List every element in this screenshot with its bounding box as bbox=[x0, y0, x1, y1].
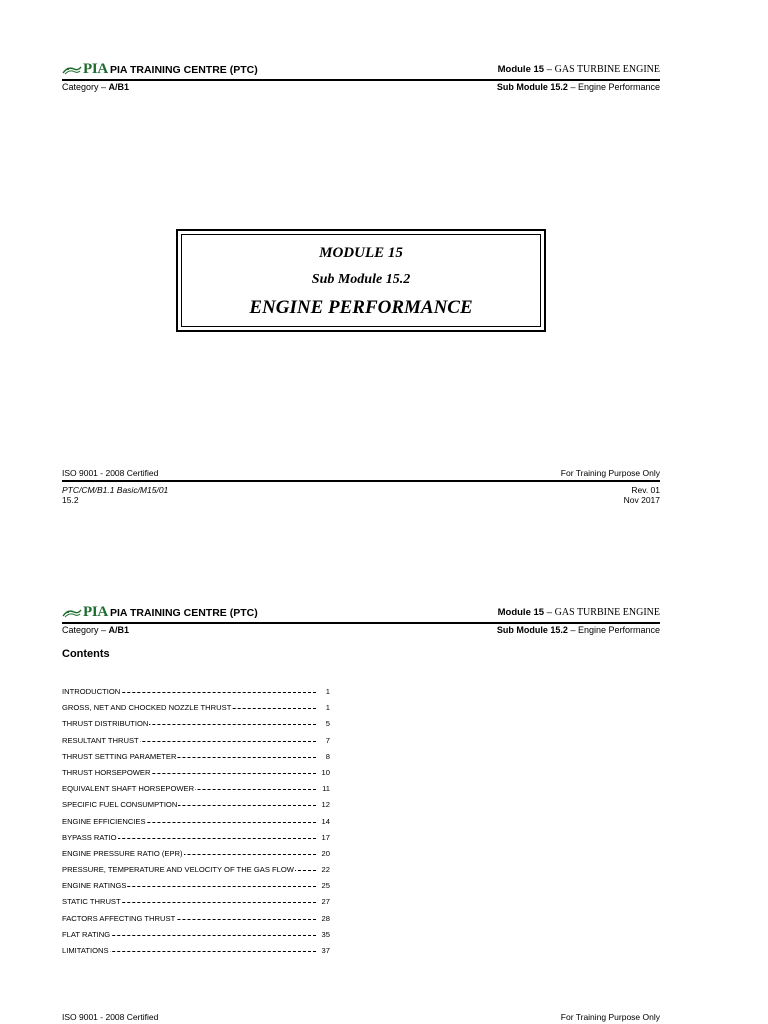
page-footer bbox=[62, 1012, 660, 1022]
toc-entry[interactable] bbox=[62, 846, 330, 862]
toc-page-number: 37 bbox=[321, 943, 330, 959]
toc-entry[interactable] bbox=[62, 765, 330, 781]
toc-entry[interactable] bbox=[62, 716, 330, 732]
module-dash: – bbox=[544, 64, 555, 75]
toc-entry[interactable] bbox=[62, 749, 330, 765]
toc-entry[interactable] bbox=[62, 830, 330, 846]
toc-entry[interactable] bbox=[62, 878, 330, 894]
module-label: Module 15 bbox=[497, 607, 545, 618]
section-number: 15.2 bbox=[62, 495, 79, 505]
brand bbox=[62, 62, 258, 76]
footer-meta bbox=[62, 485, 660, 505]
revision: Rev. 01 bbox=[631, 485, 660, 495]
toc-page-number: 27 bbox=[321, 894, 330, 910]
module-line bbox=[498, 607, 660, 619]
toc-entry[interactable] bbox=[62, 700, 330, 716]
toc-label: BYPASS RATIO bbox=[62, 832, 117, 842]
header-subline bbox=[62, 625, 660, 636]
toc-page-number: 17 bbox=[321, 830, 330, 846]
submodule-label: Sub Module 15.2 bbox=[496, 82, 568, 92]
iso-cert: ISO 9001 - 2008 Certified bbox=[62, 1012, 159, 1022]
module-line bbox=[498, 64, 660, 76]
centre-name: PIA TRAINING CENTRE (PTC) bbox=[109, 64, 258, 76]
toc-page-number: 10 bbox=[321, 765, 330, 781]
toc-page-number: 1 bbox=[325, 684, 330, 700]
toc-page-number: 5 bbox=[325, 716, 330, 732]
module-name: GAS TURBINE ENGINE bbox=[554, 64, 660, 75]
pia-logo-icon bbox=[62, 64, 82, 76]
toc-page-number: 8 bbox=[325, 749, 330, 765]
cover-module: MODULE 15 bbox=[319, 245, 403, 261]
toc-entry[interactable] bbox=[62, 733, 330, 749]
page-footer bbox=[62, 468, 660, 478]
logo-text: PIA bbox=[83, 604, 108, 620]
iso-cert: ISO 9001 - 2008 Certified bbox=[62, 468, 159, 478]
category-value: A/B1 bbox=[108, 625, 130, 635]
header-rule bbox=[62, 79, 660, 81]
brand bbox=[62, 605, 258, 619]
toc-page-number: 11 bbox=[321, 781, 330, 797]
pia-logo-icon bbox=[62, 607, 82, 619]
toc-entry[interactable] bbox=[62, 781, 330, 797]
toc-label: FACTORS AFFECTING THRUST bbox=[62, 913, 176, 923]
cover-title: ENGINE PERFORMANCE bbox=[249, 297, 473, 318]
rev-date: Nov 2017 bbox=[623, 495, 660, 505]
submodule-name: – Engine Performance bbox=[567, 82, 660, 92]
cover-title-box bbox=[176, 229, 546, 332]
toc-label: LIMITATIONS bbox=[62, 946, 109, 955]
toc-label: FLAT RATING bbox=[62, 929, 111, 939]
submodule-name: – Engine Performance bbox=[567, 625, 660, 635]
doc-ref: PTC/CM/B1.1 Basic/M15/01 bbox=[62, 485, 169, 495]
logo-text: PIA bbox=[83, 61, 108, 77]
toc-page-number: 7 bbox=[325, 733, 330, 749]
header-subline bbox=[62, 82, 660, 93]
toc-label: RESULTANT THRUST bbox=[62, 735, 139, 745]
contents-page bbox=[0, 543, 768, 1024]
toc-label: PRESSURE, TEMPERATURE AND VELOCITY OF THE GAS FLOW bbox=[62, 865, 294, 875]
toc-label: THRUST HORSEPOWER bbox=[62, 767, 151, 777]
submodule bbox=[497, 82, 660, 93]
toc-label: STATIC THRUST bbox=[62, 897, 121, 907]
toc-page-number: 20 bbox=[321, 846, 330, 862]
centre-name: PIA TRAINING CENTRE (PTC) bbox=[109, 607, 258, 619]
toc-label: SPECIFIC FUEL CONSUMPTION bbox=[62, 800, 178, 810]
toc-page-number: 25 bbox=[321, 878, 330, 894]
revision-info bbox=[624, 485, 660, 505]
page-header bbox=[62, 62, 660, 76]
module-label: Module 15 bbox=[497, 64, 545, 75]
category-label: Category – bbox=[62, 625, 109, 635]
toc-entry[interactable] bbox=[62, 814, 330, 830]
toc-label: THRUST DISTRIBUTION bbox=[62, 719, 149, 729]
toc-entry[interactable] bbox=[62, 943, 330, 959]
toc-label: INTRODUCTION bbox=[62, 687, 121, 696]
toc-page-number: 1 bbox=[325, 700, 330, 716]
toc-page-number: 35 bbox=[321, 927, 330, 943]
table-of-contents bbox=[62, 684, 330, 959]
toc-entry[interactable] bbox=[62, 894, 330, 910]
toc-entry[interactable] bbox=[62, 927, 330, 943]
contents-heading: Contents bbox=[62, 648, 110, 660]
toc-label: EQUIVALENT SHAFT HORSEPOWER bbox=[62, 784, 195, 794]
toc-page-number: 12 bbox=[321, 797, 330, 813]
submodule bbox=[497, 625, 660, 636]
submodule-label: Sub Module 15.2 bbox=[496, 625, 568, 635]
category bbox=[62, 82, 129, 93]
toc-entry[interactable] bbox=[62, 911, 330, 927]
category bbox=[62, 625, 129, 636]
header-rule bbox=[62, 622, 660, 624]
toc-label: THRUST SETTING PARAMETER bbox=[62, 751, 177, 761]
toc-label: GROSS, NET AND CHOCKED NOZZLE THRUST bbox=[62, 703, 232, 713]
cover-submodule: Sub Module 15.2 bbox=[311, 272, 411, 287]
training-purpose: For Training Purpose Only bbox=[560, 468, 660, 478]
toc-label: ENGINE EFFICIENCIES bbox=[62, 816, 146, 826]
doc-info bbox=[62, 485, 168, 505]
training-purpose: For Training Purpose Only bbox=[560, 1012, 660, 1022]
toc-label: ENGINE PRESSURE RATIO (EPR) bbox=[62, 848, 183, 858]
module-dash: – bbox=[544, 607, 555, 618]
category-label: Category – bbox=[62, 82, 109, 92]
toc-entry[interactable] bbox=[62, 797, 330, 813]
footer-rule bbox=[62, 480, 660, 482]
toc-entry[interactable] bbox=[62, 862, 330, 878]
toc-page-number: 28 bbox=[321, 911, 330, 927]
toc-entry[interactable] bbox=[62, 684, 330, 700]
toc-label: ENGINE RATINGS bbox=[62, 881, 127, 891]
module-name: GAS TURBINE ENGINE bbox=[554, 607, 660, 618]
toc-page-number: 14 bbox=[321, 814, 330, 830]
cover-title-inner bbox=[181, 234, 541, 327]
page-header bbox=[62, 605, 660, 619]
toc-page-number: 22 bbox=[321, 862, 330, 878]
category-value: A/B1 bbox=[108, 82, 130, 92]
